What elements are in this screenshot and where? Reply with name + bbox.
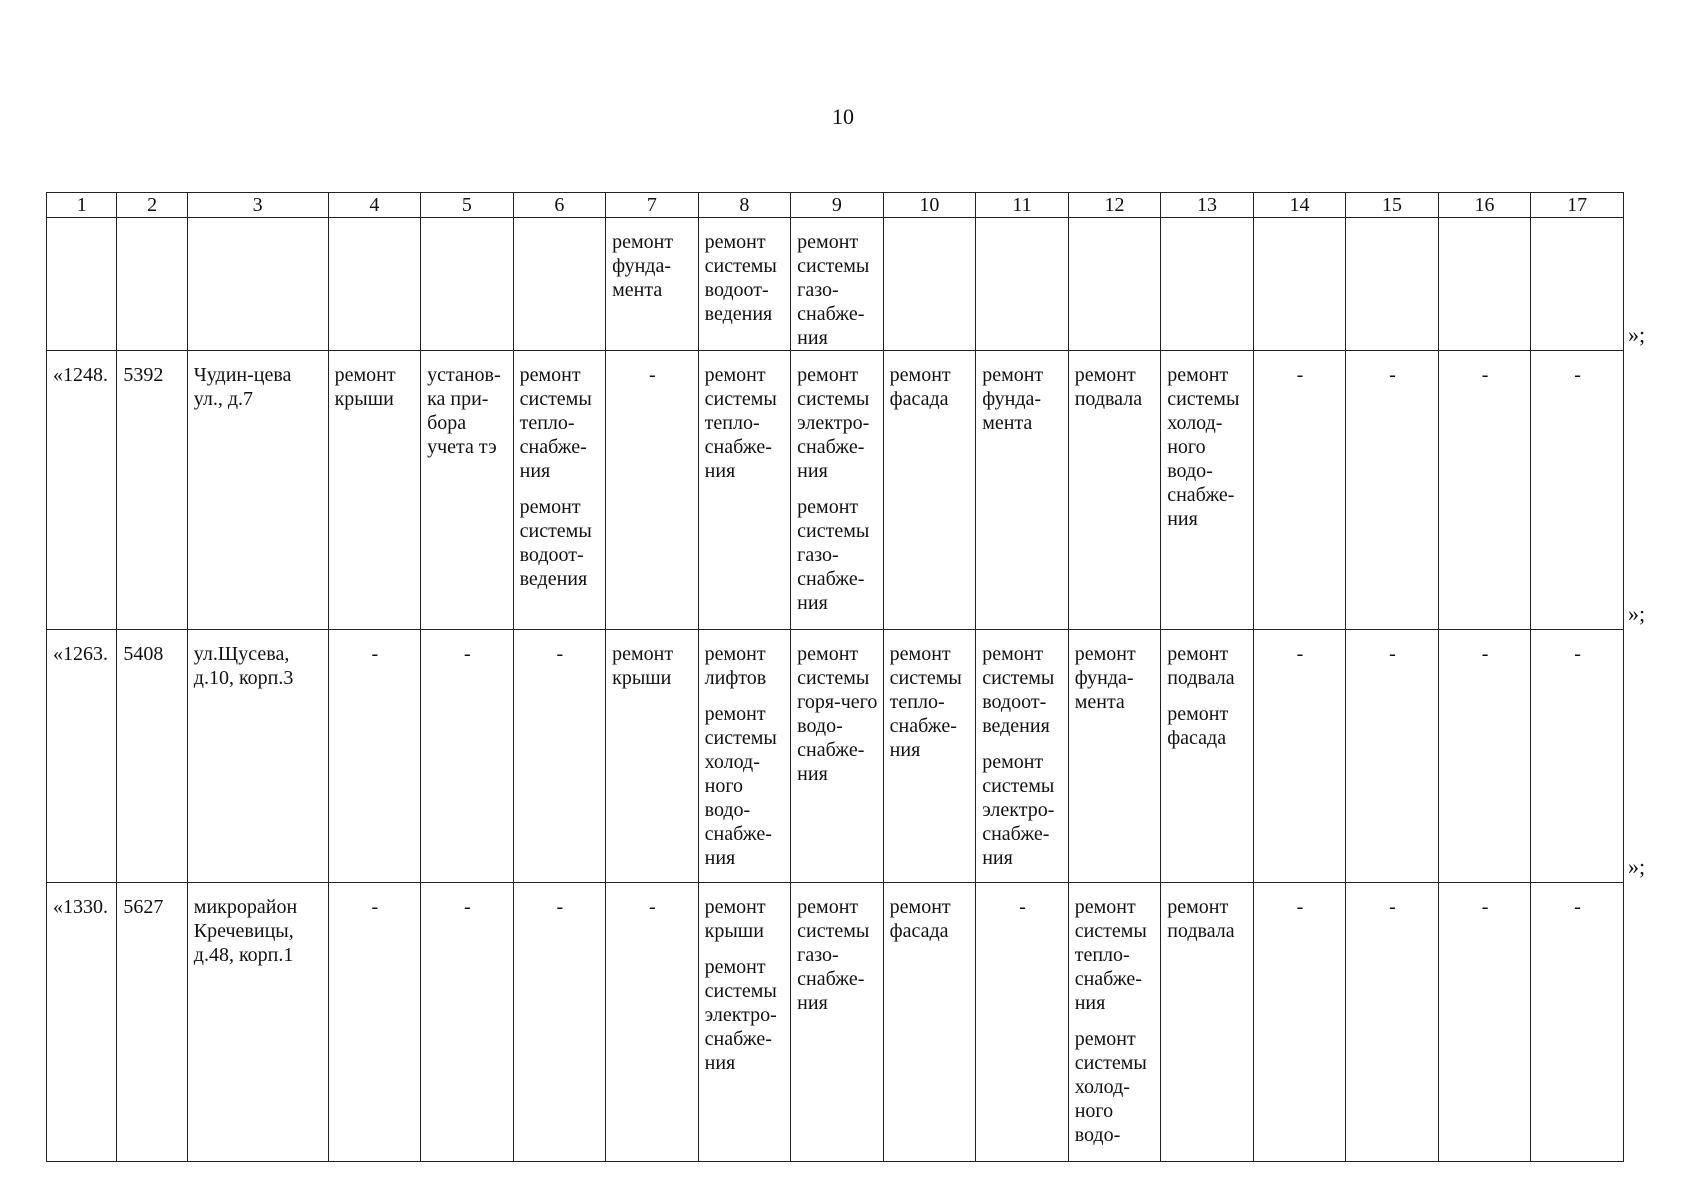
- work-item: ремонт системы газо-снабже-ния: [797, 231, 870, 349]
- house-address: Чудин-цева ул., д.7: [187, 351, 328, 630]
- work-item: ремонт крыши: [612, 643, 674, 689]
- column-number-10: 10: [883, 193, 976, 218]
- empty-dash: -: [1574, 643, 1581, 665]
- work-item: ремонт подвала: [1167, 896, 1235, 942]
- table-cell: [1253, 218, 1346, 351]
- table-cell: [1253, 351, 1346, 630]
- table-cell: [1253, 883, 1346, 1162]
- empty-dash: -: [556, 643, 564, 665]
- table-cell: [1531, 351, 1624, 630]
- house-address: ул.Щусева, д.10, корп.3: [187, 630, 328, 883]
- column-number-14: 14: [1253, 193, 1346, 218]
- table-cell: [1346, 218, 1439, 351]
- table-row-continuation: [47, 218, 1624, 351]
- table-cell: [328, 883, 421, 1162]
- table-cell: [328, 218, 421, 351]
- work-item: ремонт подвала: [1167, 643, 1235, 689]
- table-cell: [328, 630, 421, 883]
- work-item: ремонт фунда-мента: [982, 364, 1044, 434]
- table-cell: [421, 630, 514, 883]
- table-cell: [883, 351, 976, 630]
- empty-dash: -: [649, 896, 656, 918]
- table-cell: [883, 883, 976, 1162]
- table-cell: [791, 218, 884, 351]
- column-number-8: 8: [698, 193, 791, 218]
- work-item: ремонт системы водоот-ведения: [704, 231, 777, 325]
- column-number-5: 5: [421, 193, 514, 218]
- table-row: [47, 351, 1624, 630]
- table-cell: [513, 218, 606, 351]
- work-item: ремонт системы тепло-снабже-ния: [519, 364, 592, 482]
- column-number-11: 11: [976, 193, 1069, 218]
- table-cell: [1253, 630, 1346, 883]
- table-cell: [328, 351, 421, 630]
- table-cell: [1346, 883, 1439, 1162]
- row-number: «1248.: [47, 351, 117, 630]
- empty-dash: -: [1389, 643, 1396, 665]
- empty-dash: -: [1296, 643, 1304, 665]
- work-item: ремонт системы холод-ного водо-снабже-ния: [704, 703, 777, 869]
- column-number-9: 9: [791, 193, 884, 218]
- table-cell: [513, 630, 606, 883]
- column-number-1: 1: [47, 193, 117, 218]
- column-number-7: 7: [606, 193, 699, 218]
- closing-quote: »;: [1628, 601, 1646, 626]
- table-cell: [1161, 351, 1254, 630]
- table-cell: [1438, 883, 1531, 1162]
- empty-dash: -: [649, 364, 656, 386]
- table-cell: [1346, 351, 1439, 630]
- work-item: ремонт крыши: [704, 896, 766, 942]
- table-cell: [883, 630, 976, 883]
- work-item: ремонт лифтов: [704, 643, 767, 689]
- table-cell: [883, 218, 976, 351]
- table-cell: [1068, 883, 1161, 1162]
- table-cell: [1068, 630, 1161, 883]
- closing-quote: »;: [1628, 854, 1646, 879]
- empty-dash: -: [464, 643, 471, 665]
- table-cell: [513, 883, 606, 1162]
- table-cell: [1068, 351, 1161, 630]
- work-item: ремонт подвала: [1074, 364, 1143, 410]
- work-item: ремонт системы газо-снабже-ния: [797, 496, 870, 614]
- table-cell: [976, 218, 1069, 351]
- empty-dash: -: [1481, 364, 1489, 386]
- work-item: ремонт фасада: [1167, 703, 1229, 749]
- table-cell: [606, 883, 699, 1162]
- column-number-16: 16: [1438, 193, 1531, 218]
- table-cell: [1068, 218, 1161, 351]
- table-cell: [1438, 351, 1531, 630]
- work-item: ремонт системы газо-снабже-ния: [797, 896, 870, 1014]
- work-item: ремонт системы тепло-снабже-ния: [704, 364, 777, 482]
- empty-dash: -: [1296, 896, 1304, 918]
- work-item: ремонт системы холод-ного водо-: [1074, 1028, 1147, 1146]
- work-item: ремонт фасада: [889, 896, 951, 942]
- empty-dash: -: [1481, 896, 1489, 918]
- row-number: «1263.: [47, 630, 117, 883]
- work-item: ремонт фасада: [889, 364, 951, 410]
- work-item: ремонт фунда-мента: [612, 231, 674, 301]
- column-number-3: 3: [187, 193, 328, 218]
- house-code: 5392: [117, 351, 187, 630]
- table-cell: [1531, 218, 1624, 351]
- work-item: ремонт системы водоот-ведения: [519, 496, 592, 590]
- empty-dash: -: [1574, 364, 1581, 386]
- table-cell: [976, 351, 1069, 630]
- column-number-17: 17: [1531, 193, 1624, 218]
- empty-dash: -: [556, 896, 564, 918]
- empty-dash: -: [1019, 896, 1026, 918]
- work-item: ремонт фунда-мента: [1074, 643, 1136, 713]
- work-item: ремонт системы горя-чего водо-снабже-ния: [797, 643, 878, 785]
- table-row: [47, 883, 1624, 1162]
- work-item: ремонт системы тепло-снабже-ния: [889, 643, 962, 761]
- table-cell: [1161, 218, 1254, 351]
- empty-dash: -: [1481, 643, 1489, 665]
- table-cell: [1161, 630, 1254, 883]
- empty-dash: -: [1296, 364, 1304, 386]
- empty-dash: -: [1574, 896, 1581, 918]
- table-cell: [606, 630, 699, 883]
- work-item: ремонт системы водоот-ведения: [982, 643, 1055, 737]
- empty-dash: -: [371, 643, 379, 665]
- table-cell: [976, 630, 1069, 883]
- house-code: 5627: [117, 883, 187, 1162]
- page-number: 10: [832, 104, 854, 129]
- empty-dash: -: [1389, 364, 1396, 386]
- work-item: установ-ка при-бора учета тэ: [427, 364, 501, 458]
- table-cell: [421, 883, 514, 1162]
- row-number: «1330.: [47, 883, 117, 1162]
- table-cell: [421, 351, 514, 630]
- table-cell: [513, 351, 606, 630]
- table-cell: [187, 218, 328, 351]
- column-number-12: 12: [1068, 193, 1161, 218]
- table-cell: [606, 351, 699, 630]
- table-cell: [791, 630, 884, 883]
- table-cell: [421, 218, 514, 351]
- column-number-2: 2: [117, 193, 187, 218]
- table-cell: [1438, 630, 1531, 883]
- table-cell: [976, 883, 1069, 1162]
- closing-quote: »;: [1628, 322, 1646, 347]
- empty-dash: -: [1389, 896, 1396, 918]
- table-cell: [1531, 630, 1624, 883]
- work-item: ремонт крыши: [334, 364, 396, 410]
- table-cell: [791, 351, 884, 630]
- table-cell: [698, 351, 791, 630]
- work-item: ремонт системы электро-снабже-ния: [797, 364, 870, 482]
- column-number-15: 15: [1346, 193, 1439, 218]
- work-item: ремонт системы тепло-снабже-ния: [1074, 896, 1147, 1014]
- table-row: [47, 630, 1624, 883]
- table-cell: [117, 218, 187, 351]
- work-item: ремонт системы электро-снабже-ния: [704, 956, 777, 1074]
- house-code: 5408: [117, 630, 187, 883]
- table-cell: [791, 883, 884, 1162]
- column-number-4: 4: [328, 193, 421, 218]
- work-item: ремонт системы электро-снабже-ния: [982, 751, 1055, 869]
- house-address: микрорайон Кречевицы, д.48, корп.1: [187, 883, 328, 1162]
- table-cell: [698, 630, 791, 883]
- empty-dash: -: [464, 896, 471, 918]
- table-cell: [1161, 883, 1254, 1162]
- column-number-6: 6: [513, 193, 606, 218]
- table-cell: [1346, 630, 1439, 883]
- column-number-row: [47, 193, 1624, 218]
- empty-dash: -: [371, 896, 379, 918]
- table-cell: [698, 218, 791, 351]
- table-cell: [1438, 218, 1531, 351]
- capital-repair-table: [46, 192, 1624, 1162]
- table-cell: [606, 218, 699, 351]
- work-item: ремонт системы холод-ного водо-снабже-ния: [1167, 364, 1240, 530]
- column-number-13: 13: [1161, 193, 1254, 218]
- table-cell: [698, 883, 791, 1162]
- table-cell: [1531, 883, 1624, 1162]
- table-cell: [47, 218, 117, 351]
